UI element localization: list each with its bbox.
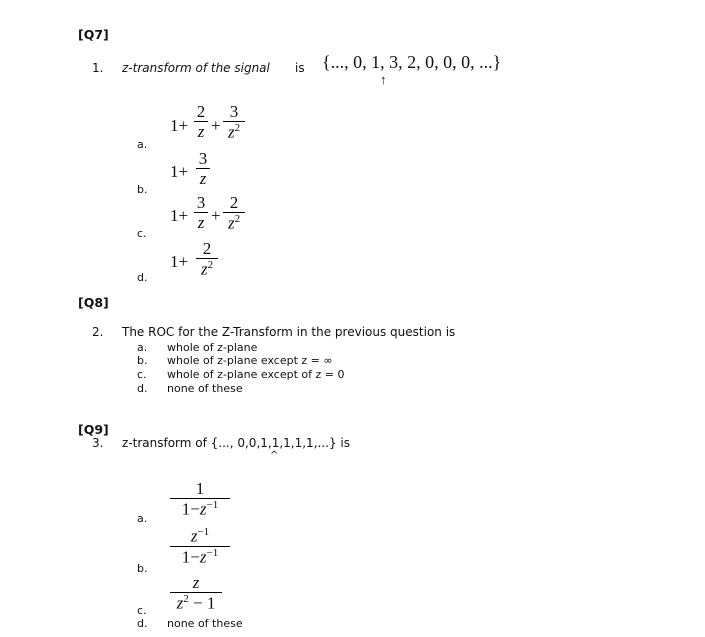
q9-option-c-letter: c. [137, 604, 147, 617]
fraction: 3 $z^2$ [223, 103, 245, 141]
q8-option-d-text: none of these [167, 382, 243, 395]
q7-option-d-expr: 1+ 2 $z^2$ [170, 240, 240, 284]
q9-option-b-expr: $z^{-1}$ $1-z^{-1}$ [170, 527, 230, 565]
q9-header: [Q9] [78, 422, 109, 437]
q7-number: 1. [92, 61, 104, 75]
q7-sequence: {..., 0, 1, 3, 2, 0, 0, 0, ...} [322, 52, 502, 72]
q7-header: [Q7] [78, 27, 109, 42]
q7-text: z-transform of the signal [122, 61, 270, 75]
q9-option-b-letter: b. [137, 562, 148, 575]
q9-option-c-expr: z $z^2 - 1$ [170, 574, 222, 612]
q9-text: z-transform of {..., 0,0,1,1,1,1,1,...} is [122, 436, 350, 450]
q9-option-d-text: none of these [167, 617, 243, 630]
q7-option-c-letter: c. [137, 227, 147, 240]
q9-number: 3. [92, 436, 104, 450]
q8-option-c-letter: c. [137, 368, 147, 381]
q7-option-b-letter: b. [137, 183, 148, 196]
q8-option-a-letter: a. [137, 341, 148, 354]
q7-arrow: ↑ [380, 72, 387, 87]
q7-option-a-letter: a. [137, 138, 148, 151]
q7-option-c-expr: 1+ 3 z + 2 $z^2$ [170, 194, 270, 240]
q9-option-d-letter: d. [137, 617, 148, 630]
fraction: 3 z [194, 194, 208, 231]
q8-number: 2. [92, 325, 104, 339]
q8-option-c-text: whole of z-plane except of z = 0 [167, 368, 345, 381]
q7-option-b-expr: 1+ 3 z [170, 150, 230, 194]
q8-header: [Q8] [78, 295, 109, 310]
q8-option-b-text: whole of z-plane except z = ∞ [167, 354, 333, 367]
q8-option-d-letter: d. [137, 382, 148, 395]
q7-option-a-expr: 1+ 2 z + 3 $z^2$ [170, 103, 270, 149]
q8-option-a-text: whole of z-plane [167, 341, 258, 354]
q9-caret: ^ [270, 450, 279, 461]
q9-option-a-expr: 1 $1-z^{-1}$ [170, 480, 230, 518]
q7-option-d-letter: d. [137, 271, 148, 284]
fraction: 2 z [194, 103, 208, 140]
fraction: 3 z [196, 150, 210, 187]
q7-is: is [295, 61, 305, 75]
q8-text: The ROC for the Z-Transform in the previous question is [122, 325, 456, 339]
q9-option-a-letter: a. [137, 512, 148, 525]
q8-option-b-letter: b. [137, 354, 148, 367]
fraction: 2 $z^2$ [223, 194, 245, 232]
fraction: 2 $z^2$ [196, 240, 218, 278]
